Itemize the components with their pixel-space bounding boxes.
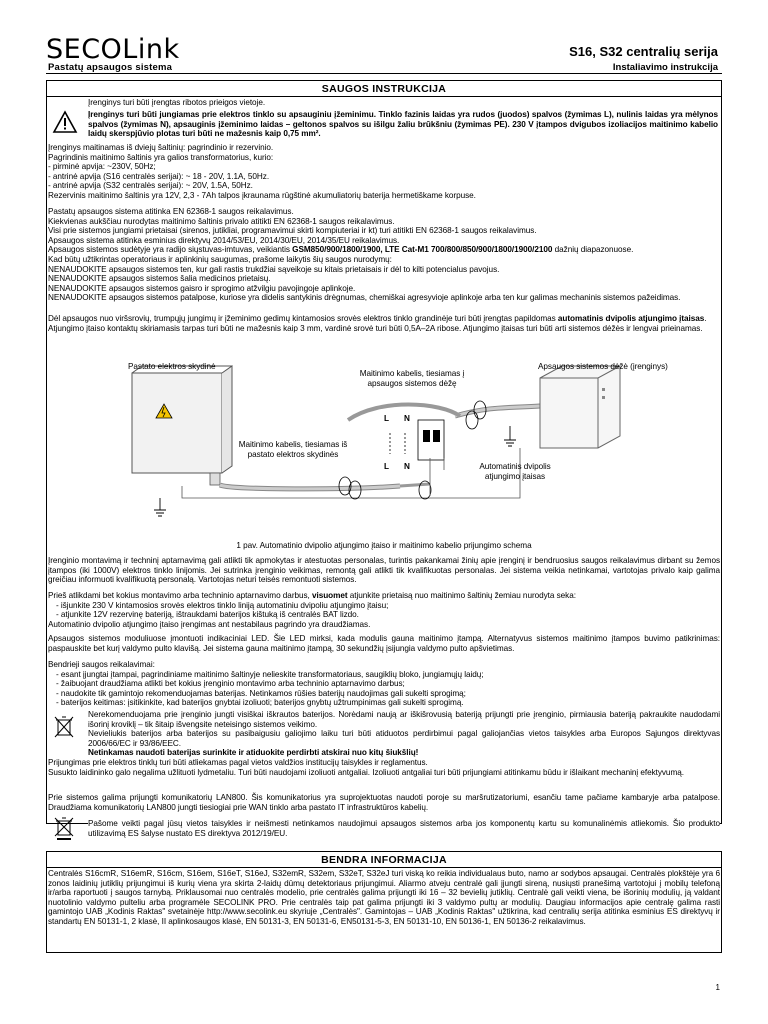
power-line: Rezervinis maitinimo šaltinis yra 12V, 2,3 - 7Ah talpos įkraunama rūgštinė akumuliatorių baterija hermetiškame korpuse. [48,190,476,200]
general-requirements-title: Bendrieji saugos reikalavimai: [48,660,155,669]
install-p4 [48,758,720,777]
install-p2-pre: Prieš atlikdami bet kokius montavimo arba techninio aptarnavimo darbus, [48,591,312,600]
safety-warning: Įrenginys turi būti jungiamas prie elektros tinklo su apsauginiu įžeminimu. Tinklo fazinis laidas yra rudos (juodos) spalvos (žymimas L), nulinis laidas yra mėlynos spalvos (žymimas N), apsauginis įžeminimo laidas – geltonos spalvos su išilgu žaliu brūkšniu (žymimas PE). 230 V įtampos dvigubos izoliacijos maitinimo kabelio laidų skerspjūvio plotas turi būti ne mažesnis kaip 0,75 mm². [88,110,718,139]
ground-icon [504,426,516,446]
doc-title: Instaliavimo instrukcija [612,62,718,73]
safety-p1: Įrenginys turi būti įrengtas ribotos prieigos vietoje. [88,98,266,107]
standards-line: NENAUDOKITE apsaugos sistemos ten, kur gali rastis trukdžiai sąveikoje su kitais prietaisais ir dėl to kilti potencialus pavojus. [48,264,500,274]
battery-dispose-bold: Netinkamas naudoti baterijas surinkite ir atiduokite perdirbti atskirai nuo kitų šiukšlių! [88,748,419,758]
install-p4-line: Susukto laidininko galo negalima užlituoti lydmetaliu. Turi būti naudojami izoliuoti antgaliai. Izoliuoti antgaliai turi būti prijungiami atitinkamu būdu ir išlaikant mechaninį efektyvumą. [48,767,684,777]
standards-line: NENAUDOKITE apsaugos sistemos šalia medicinos prietaisų. [48,274,271,284]
battery-warn-text: Nerekomenduojama prie įrenginio jungti visiškai iškrautos baterijos. Norėdami naują ar iškišrovusią bateriją prijungti prie įrenginio, pirmiausia bateriją pakraukite naudodami išorinį kroviklį – tik šitaip išvengsite neteisingo sistemos veikimo. [88,710,720,729]
install-p4-line: Prijungimas prie elektros tinklų turi būti atliekamas pagal vietos valdžios institucijų taisykles ir reglamentus. [48,758,428,767]
requirement-item: - baterijos keitimas: įsitikinkite, kad baterijos gnybtai izoliuoti; baterijos gnybtų užtrumpinimas gali sukelti sprogimą. [56,698,464,708]
standards-line: Apsaugos sistema atitinka esminius direktyvų 2014/53/EU, 2014/30/EU, 2014/35/EU reikalavimus. [48,235,400,245]
diagram-L-bottom: L [384,462,389,471]
standards-line: Pastatų apsaugos sistema atitinka EN 62368-1 saugos reikalavimus. [48,207,294,216]
power-line: Įrenginys maitinamas iš dviejų šaltinių: pagrindinio ir rezervinio. [48,143,274,152]
install-step: - išjunkite 230 V kintamosios srovės elektros tinklo liniją automatiniu dvipoliu atjungimo įtaisu; [56,600,389,610]
power-line: - pirminė apvija: ~230V, 50Hz; [48,162,156,172]
power-line: - antrinė apvija (S16 centralės serijai): ~ 18 - 20V, 1.1A, 50Hz. [48,171,270,181]
brand-logo: SECOLink [46,34,180,65]
power-sources [48,143,718,201]
header-rule [46,73,722,74]
standards-line: NENAUDOKITE apsaugos sistemos gaisro ir sprogimo atžvilgiu pavojingoje aplinkoje. [48,283,356,293]
general-body: Centralės S16cmR, S16emR, S16cm, S16em, S16eT, S16eJ, S32emR, S32em, S32eT, S32eJ turi viską ko reikia individualaus buto, namo ar sodybos apsaugai. Centralės plokštėje yra 6 zonos laidinių jutiklių prijungimui iš kurių viena yra skirta 2-laidų dūmų detektoriaus prijungimui. Aliarmo atveju centralė gali įjungti sireną, nusiųsti pranešimą vartotojui į mobilų telefoną ir/arba raportuoti į saugos tarnybą. Priklausomai nuo centralės modelio, prie centralės galima prijungti iki 16 – 32 bevielių jutiklių. Centralė gali veikti viena, be išorinių modulių, ją valdant nuotolinio valdymo pulteliu arba programėle SECOLINK PRO. Prie centralės taip pat galima prijungti iki 3 valdymo pultų ar modulių. Daugiau informacijos apie centralę galima rasti gamintojo UAB „Kodinis Raktas" svetainėje http://www.secolink.eu skyriuje „Centralės". Gamintojas – UAB „Kodinis Raktas" užtikrina, kad centralių serija atitinka esminius ES direktyvų ir standartų EN 50131-1, 2 klasė, II aplinkosaugos klasė, EN 50131-3, EN 50131-6, EN50131-5-3, EN 50131-10, EN 50136-1, EN 50136-2 reikalavimus. [48,869,720,926]
general-requirements [48,660,720,708]
security-box [540,366,620,448]
safety-title: SAUGOS INSTRUKCIJA [321,83,447,95]
diagram-label-panel: Pastato elektros skydinė [128,362,216,371]
power-line: - antrinė apvija (S32 centralės serijai): ~ 20V, 1.5A, 50Hz. [48,181,253,191]
install-p3: Apsaugos sistemos moduliuose įmontuoti indikaciniai LED. Šie LED mirksi, kada modulis gauna maitinimo įtampą. Alternatyvus sistemos maitinimo įtampos buvimo patikrinimas: paspauskite bet kurį valdymo pulto klavišą. Jei sistema gauna maitinimo įtampą, 30 sekundžių įsijungia valdymo pulto apšvietimas. [48,634,720,653]
ground-icon [154,498,166,516]
install-p1: Įrenginio montavimą ir techninį aptarnavimą gali atlikti tik apmokytas ir atestuotas personalas, turintis pakankamai žinių apie įrenginį ir bendruosius saugos reikalavimus dirbant su žemos įtampos (iki 1000V) elektros tinklo linijomis. Jei sutrinka įrenginio veikimas, remontą gali atlikti tik kvalifikuotas personalas. Jei sistema veikia netinkamai, vartotojas privalo kaip galima greičiau informuoti kvalifikuotą personalą. Vartotojas neturi teisės remontuoti sistemos. [48,556,720,585]
breaker-paragraph [48,314,720,333]
requirement-item: - esant įjungtai įtampai, pagrindiniame maitinimo šaltinyje nelieskite transformatoriaus, saugiklių bloko, jungiamųjų laidų; [56,669,484,679]
series-title: S16, S32 centralių serija [569,44,718,59]
install-p2-post: atjunkite prietaisą nuo maitinimo šaltinių žemiau nurodyta seka: [347,591,576,600]
install-p2 [48,591,720,629]
diagram-label-breaker: Automatinis dvipolis atjungimo įtaisas [479,462,551,481]
breaker-bold: automatinis dvipolis atjungimo įtaisas [557,314,705,323]
battery-bin-icon [52,714,76,745]
modem-pre: Apsaugos sistemos sudėtyje yra radijo siųstuvas-imtuvas, veikiantis [48,245,293,255]
electrical-panel [132,366,232,485]
general-title: BENDRA INFORMACIJA [321,854,447,866]
safety-title-rule [46,96,722,97]
requirement-item: - naudokite tik gamintojo rekomenduojamas baterijas. Netinkamos rūšies baterijų naudojimas gali sukelti sprogimą; [56,688,466,698]
diagram-label-cable-top: Maitinimo kabelis, tiesiamas į apsaugos sistemos dėžę [359,369,465,388]
brand-tagline: Pastatų apsaugos sistema [48,62,173,73]
standards-line: Kiekvienas aukščiau nurodytas maitinimo šaltinis privalo atitikti EN 62368-1 saugos reikalavimus. [48,216,395,226]
standards-line: NENAUDOKITE apsaugos sistemos patalpose, kuriose yra didelis santykinis drėgnumas, chemiškai agresyvioje aplinkoje arba ten kur galimas mechaninis sistemos pažeidimas. [48,293,681,303]
install-step: - atjunkite 12V rezervinę bateriją, ištraukdami baterijos kištuką iš centralės BAT lizdo. [56,610,359,620]
install-p5: Prie sistemos galima prijungti komunikatorių LAN800. Šis komunikatorius yra suprojektuotas naudoti poroje su maršrutizatoriumi, esančiu tame pačiame kambaryje arba patalpose. Draudžiama komunikatorių LAN800 jungti tiesiogiai prie WAN tinklo arba pastato IT infrastruktūros kabelių. [48,793,720,812]
diagram-N-bottom: N [404,462,410,471]
standards-line: Kad būtų užtikrintas operatoriaus ir aplinkinių saugumas, prašome laikytis šių saugos nurodymų: [48,254,392,264]
diagram-label-box: Apsaugos sistemos dėžė (įrenginys) [538,362,668,371]
breaker-post: . [704,314,707,323]
install-p2-end: Automatinio dvipolio atjungimo įtaiso įrengimas ant nestabilaus pagrindo yra draudžiamas. [48,619,371,629]
install-p2-bold: visuomet [312,591,348,600]
warning-triangle-icon [52,110,78,139]
breaker-icon [390,420,444,460]
breaker-note: Atjungimo įtaiso kontaktų skiriamasis tarpas turi būti ne mažesnis kaip 3 mm, vardinė srovė turi būti 0,5A–2A ribose. Atjungimo įtaisas turi būti arti sistemos dėžės ir lengvai prieinamas. [48,323,703,333]
diagram-N-top: N [404,414,410,423]
standards-line: Visi prie sistemos jungiami prietaisai (sirenos, jutikliai, programavimui skirti kompiuteriai ir kt) turi atitikti EN 62368-1 saugos reikalavimus. [48,226,537,236]
standards-list [48,207,718,303]
modem-post: dažnių diapazonuose. [552,245,634,255]
weee-notice: Pašome veikti pagal jūsų vietos taisykles ir neišmesti netinkamos naudojimui apsaugos sistemos arba jos komponentų kartu su komunalinėmis atliekomis. Šio produkto utilizavimą ES šalyse nustato ES direktyva 2012/19/EU. [88,819,720,838]
install-p2-lead [48,591,720,601]
breaker-pre: Dėl apsaugos nuo viršsrovių, trumpųjų jungimų ir įžeminimo gedimų kintamosios srovės elektros tinklo grandinėje turi būti įrengtas papildomas [48,314,558,323]
general-title-rule [46,867,722,868]
weee-bin-icon [52,815,76,846]
diagram-L-top: L [384,414,389,423]
diagram-caption: 1 pav. Automatinio dvipolio atjungimo įtaiso ir maitinimo kabelio prijungimo schema [236,541,532,550]
requirement-item: - žaibuojant draudžiama atlikti bet kokius įrenginio montavimo arba techninio aptarnavimo darbus; [56,679,405,689]
modem-line [48,245,718,255]
modem-bands: GSM850/900/1800/1900, LTE Cat-M1 700/800/850/900/1800/1900/2100 [292,245,553,255]
battery-dispose-text: Nevieliukis baterijos arba baterijos su pasibaigusiu galiojimo laiku turi būti atiduotos perdirbimui pagal galiojančias vietos taisykles arba Europos Sąjungos direktyvas 2006/66/EC ir 93/86/EEC. [88,729,720,748]
power-line: Pagrindinis maitinimo šaltinis yra galios transformatorius, kurio: [48,152,274,162]
battery-warning [88,710,720,758]
page-number: 1 [715,983,720,992]
diagram-label-cable-bottom: Maitinimo kabelis, tiesiamas iš pastato elektros skydinės [238,440,348,459]
